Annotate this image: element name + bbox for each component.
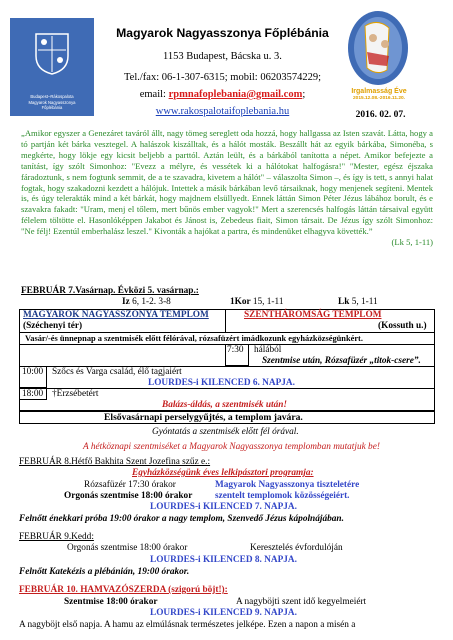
feb10-mass: Szentmise 18:00 órakor — [64, 597, 158, 607]
after-mass-note: Szentmise után, Rózsafüzér „titok-csere”. — [262, 356, 421, 366]
year-of-mercy-title: Irgalmasság Éve — [351, 88, 407, 95]
time-730: 7:30 — [227, 345, 244, 355]
adult-catechesis: Felnőtt Katekézis a plébánián, 19:00 órakor. — [19, 567, 190, 577]
lent-text: A nagyböjt első napja. A hamu az elmúlásnak természetes jelképe. Ezen a napon a misén a — [19, 620, 356, 630]
gospel-reference: (Lk 5, 1-11) — [391, 237, 433, 248]
parish-logo — [10, 18, 94, 116]
church-left-title: MAGYAROK NAGYASSZONYA TEMPLOM — [23, 310, 209, 320]
reading-3: Lk 5, 1-11 — [338, 297, 378, 307]
church-right-title: SZENTHÁROMSÁG TEMPLOM — [244, 310, 382, 320]
feb8-mass: Orgonás szentmise 18:00 órakor — [64, 491, 193, 501]
time-1000: 10:00 — [22, 367, 44, 377]
coat-of-arms-icon — [34, 32, 70, 76]
rosary-note: Vasár/-és ünnepnap a szentmisék előtt félórával, rózsafüzért imádkozunk egyházközségünkért. — [25, 334, 363, 343]
program-line1: Magyarok Nagyasszonya tiszteletére — [215, 480, 360, 490]
program-title: Egyházközségünk éves lelkipásztori programja: — [132, 468, 314, 478]
parish-address: 1153 Budapest, Bácska u. 3. — [163, 51, 282, 62]
confession-note: Gyóntatás a szentmisék előtt fél órával. — [152, 427, 299, 437]
reading-1: Iz 6, 1-2. 3-8 — [122, 297, 171, 307]
mass-1800-intention: †Erzsébetért — [52, 389, 99, 399]
logo-caption: Budapest–Rákospalota Magyarok Nagyasszonya Főplébánia — [28, 94, 76, 110]
lourdes-novena-day9: LOURDES-i KILENCED 9. NAPJA. — [150, 608, 297, 618]
parish-title: Magyarok Nagyasszonya Főplébánia — [116, 26, 329, 40]
reading-2: 1Kor 15, 1-11 — [230, 297, 284, 307]
time-1800: 18:00 — [22, 389, 44, 399]
mass-1000-intention: Szőcs és Varga család, élő tagjaiért — [52, 367, 182, 377]
year-of-mercy-logo — [343, 8, 413, 88]
lourdes-novena-day6: LOURDES-i KILENCED 6. NAPJA. — [148, 378, 295, 388]
feb10-intention: A nagyböjti szent idő kegyelmeiért — [236, 597, 367, 607]
choir-rehearsal: Felnőtt énekkari próba 19:00 órakor a nagy templom, Szenvedő Jézus kápolnájában. — [19, 514, 344, 524]
feb9-mass: Orgonás szentmise 18:00 órakor — [67, 543, 188, 553]
collection-note: Elsővasárnapi perselygyűjtés, a templom javára. — [104, 412, 303, 423]
lourdes-novena-day8: LOURDES-i KILENCED 8. NAPJA. — [150, 555, 297, 565]
church-right-sub: (Kossuth u.) — [378, 321, 427, 331]
feb9-heading: FEBRUÁR 9.Kedd: — [19, 532, 94, 542]
gospel-quote: „Amikor egyszer a Genezáret taváról állt, nagy tömeg sereglett oda hozzá, hogy hallgassa az Isten szavát. Látta, hogy a tó partján két bárka vesztegel. A halászok kiszálltak, és a hálót mosták. Beszállt hát az egyik bárkába, Simonéba, s megkérte, hogy lökje egy kicsit beljebb a parttól. Aztán leült, és a bárkából tanította a népet. Amikor befejezte a tanítást, így szólt Simonhoz: "Evezz a mélyre, és vessétek ki a hálótokat halfogásra!" "Mester, egész éjszaka fáradoztunk, s nem fogtunk semmit, de a te szavadra, kivetem a hálót" – válaszolta Simon –, és így is tett, s annyi halat fogtak, hogy szakadozni kezdett a hálójuk. Intettek a másik bárkában levő társaiknak, hogy menjenek segíteni. Mentek is, és úgy telerakták mind a két bárkát, hogy majdnem elsüllyedt. Ennek láttán Simon Péter Jézus lábához borult, és e szavakra fakadt: "Uram, menj el tőlem, mert bűnös ember vagyok!" Mert a szerencsés halfogás láttán társaival együtt félelem töltötte el. Hasonlóképpen Jakabot és Jánost is, Zebedeus fiait, Simon társait. De Jézus így szólt Simonhoz: "Ne félj! Ezentúl emberhalász leszel." Kivonták a hajókat a partra, és mindenüket elhagyva követték.” (Lk 5, 1-11) — [21, 128, 433, 248]
blessing-note: Balázs-áldás, a szentmisék után! — [162, 400, 288, 410]
parish-website-link[interactable]: www.rakospalotaifoplebania.hu — [155, 106, 290, 117]
feb10-heading: FEBRUÁR 10. HAMVAZÓSZERDA (szigorú böjt!): — [19, 585, 228, 595]
feb8-rosary: Rózsafüzér 17:30 órakor — [84, 480, 176, 490]
year-of-mercy-dates: 2015.12.08.-2016.11.20. — [352, 96, 405, 101]
parish-phone: Tel./fax: 06-1-307-6315; mobil: 06203574229; — [124, 72, 321, 83]
parish-email-line: email: rpmnafoplebania@gmail.com; — [139, 89, 306, 100]
feb8-heading: FEBRUÁR 8.Hétfő Bakhita Szent Jozefina szűz e.: — [19, 457, 211, 467]
parish-header — [100, 26, 345, 120]
church-left-sub: (Széchenyi tér) — [23, 321, 83, 331]
lourdes-novena-day7: LOURDES-i KILENCED 7. NAPJA. — [150, 502, 297, 512]
parish-email-link[interactable]: rpmnafoplebania@gmail.com — [168, 89, 303, 100]
weekday-notice: A hétköznapi szentmiséket a Magyarok Nagyasszonya templomban mutatjuk be! — [83, 442, 380, 452]
program-line2: szentelt templomok közösségeiért. — [215, 491, 350, 501]
feb9-intention: Keresztelés évfordulóján — [250, 543, 343, 553]
issue-date: 2016. 02. 07. — [355, 110, 406, 120]
mass-730-intention: hálából — [254, 345, 282, 355]
feb7-heading: FEBRUÁR 7.Vasárnap. Évközi 5. vasárnap.: — [21, 286, 199, 296]
